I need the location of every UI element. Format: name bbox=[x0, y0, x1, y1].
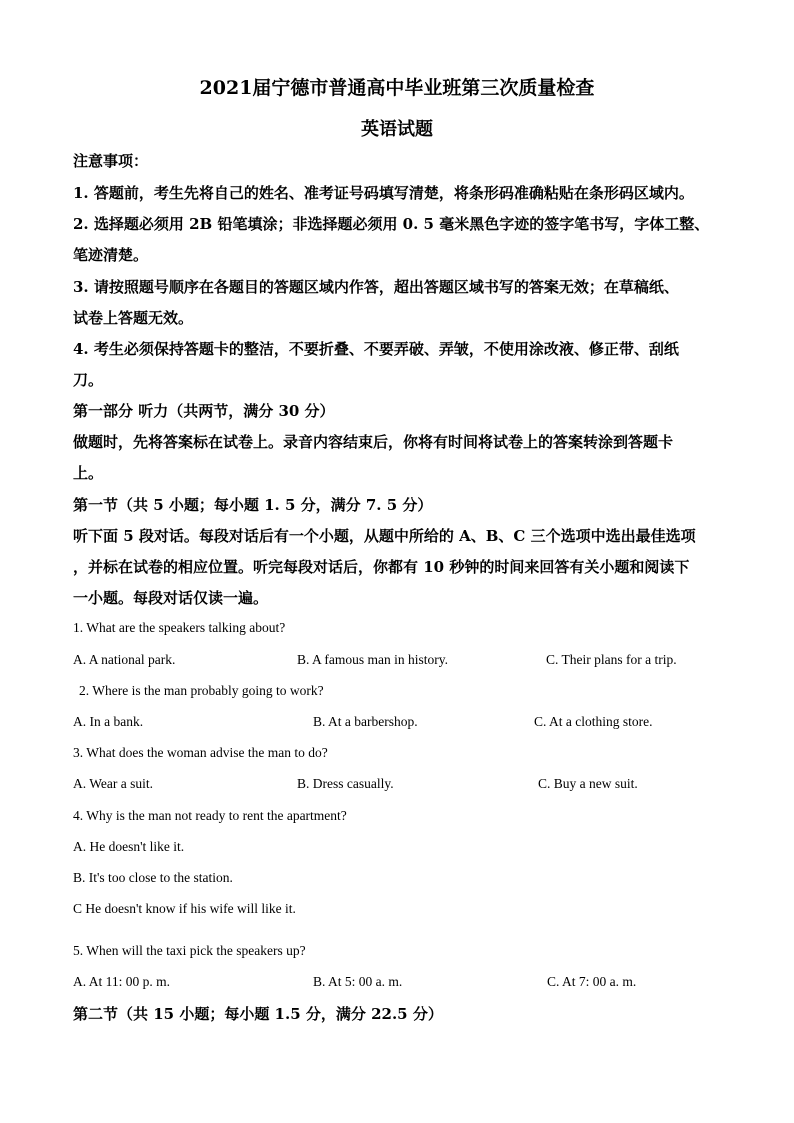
part1-heading: 第一部分 听力（共两节，满分 30 分） bbox=[73, 402, 335, 420]
note-line: 1. 答题前，考生先将自己的姓名、准考证号码填写清楚，将条形码准确粘贴在条形码区域内。 bbox=[73, 184, 694, 202]
note-line: 笔迹清楚。 bbox=[73, 246, 149, 264]
option-a: A. Wear a suit. bbox=[73, 776, 154, 791]
note-line: 2. 选择题必须用 2B 铅笔填涂；非选择题必须用 0. 5 毫米黑色字迹的签字笔书写，字体工整、 bbox=[73, 215, 710, 233]
option-b: B. It's too close to the station. bbox=[73, 870, 233, 885]
question-stem: 4. Why is the man not ready to rent the apartment? bbox=[73, 808, 347, 823]
note-line: 试卷上答题无效。 bbox=[73, 309, 194, 327]
section1-intro: ，并标在试卷的相应位置。听完每段对话后，你都有 10 秒钟的时间来回答有关小题和阅读下 bbox=[73, 558, 690, 576]
part1-instruction: 上。 bbox=[73, 464, 104, 482]
notes-heading: 注意事项： bbox=[73, 152, 149, 170]
section1-heading: 第一节（共 5 小题；每小题 1. 5 分，满分 7. 5 分） bbox=[73, 496, 433, 514]
exam-title: 2021届宁德市普通高中毕业班第三次质量检查 bbox=[199, 77, 595, 99]
section1-intro: 听下面 5 段对话。每段对话后有一个小题，从题中所给的 A、B、C 三个选项中选出最佳选项 bbox=[73, 527, 696, 545]
question-stem: 3. What does the woman advise the man to do? bbox=[73, 745, 328, 760]
option-c: C. Buy a new suit. bbox=[538, 776, 638, 791]
option-b: B. At a barbershop. bbox=[313, 714, 418, 729]
question-stem: 1. What are the speakers talking about? bbox=[73, 620, 286, 635]
option-a: A. At 11: 00 p. m. bbox=[73, 974, 171, 989]
option-c: C. At 7: 00 a. m. bbox=[547, 974, 637, 989]
option-c: C. At a clothing store. bbox=[534, 714, 653, 729]
option-b: B. Dress casually. bbox=[297, 776, 394, 791]
note-line: 4. 考生必须保持答题卡的整洁，不要折叠、不要弄破、弄皱，不使用涂改液、修正带、刮纸 bbox=[73, 340, 679, 358]
note-line: 刀。 bbox=[73, 371, 104, 389]
part1-instruction: 做题时，先将答案标在试卷上。录音内容结束后，你将有时间将试卷上的答案转涂到答题卡 bbox=[73, 433, 674, 451]
option-b: B. At 5: 00 a. m. bbox=[313, 974, 403, 989]
option-c: C He doesn't know if his wife will like it. bbox=[73, 901, 296, 916]
section2-heading: 第二节（共 15 小题；每小题 1.5 分，满分 22.5 分） bbox=[73, 1005, 443, 1023]
option-a: A. In a bank. bbox=[73, 714, 144, 729]
section1-intro: 一小题。每段对话仅读一遍。 bbox=[73, 589, 269, 607]
option-a: A. A national park. bbox=[73, 652, 176, 667]
question-stem: 5. When will the taxi pick the speakers up? bbox=[73, 943, 306, 958]
option-c: C. Their plans for a trip. bbox=[546, 652, 677, 667]
question-stem: 2. Where is the man probably going to work? bbox=[79, 683, 324, 698]
exam-subtitle: 英语试题 bbox=[361, 119, 433, 140]
option-b: B. A famous man in history. bbox=[297, 652, 448, 667]
note-line: 3. 请按照题号顺序在各题目的答题区域内作答，超出答题区域书写的答案无效；在草稿纸、 bbox=[73, 278, 679, 296]
option-a: A. He doesn't like it. bbox=[73, 839, 185, 854]
